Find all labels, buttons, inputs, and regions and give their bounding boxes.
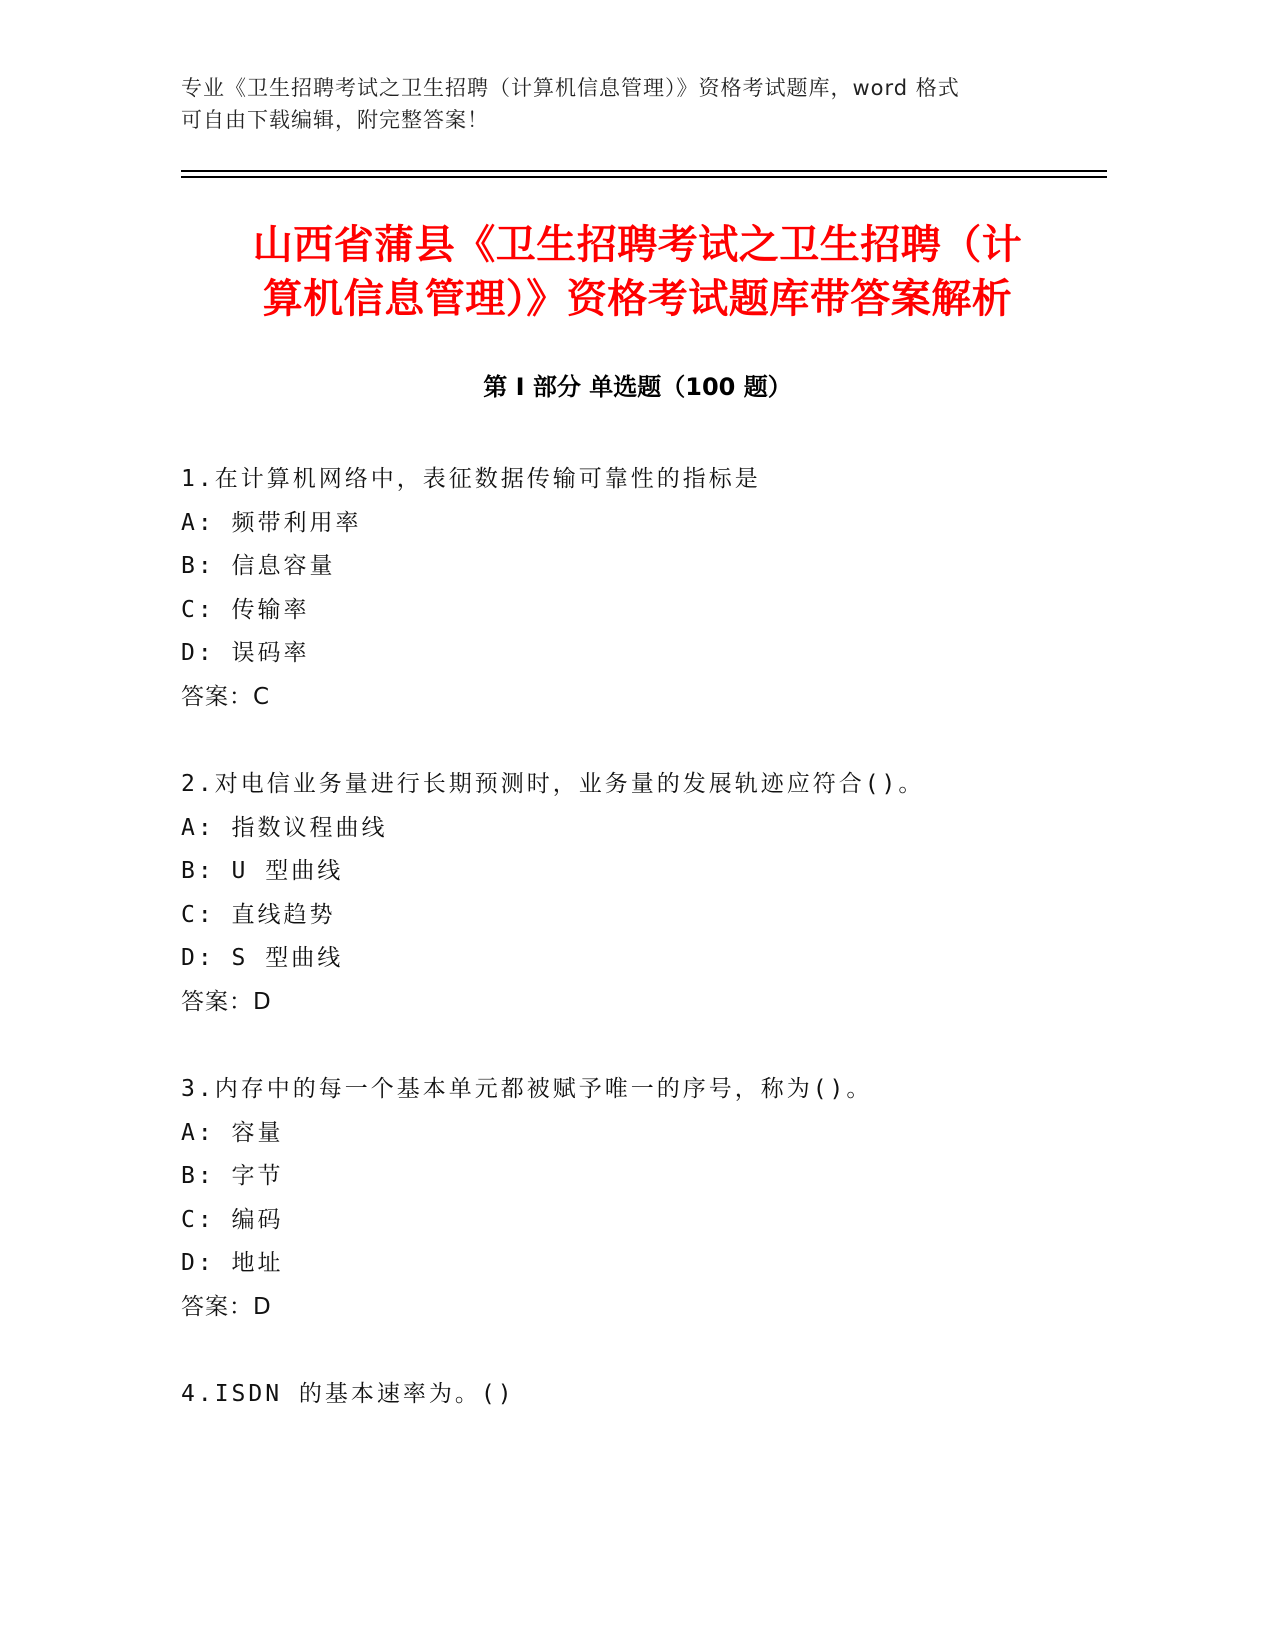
question-stem: 4.ISDN 的基本速率为。()	[181, 1381, 515, 1407]
document-header-note	[181, 72, 1061, 136]
option-a: A: 指数议程曲线	[181, 814, 388, 841]
document-title-line-2: 算机信息管理）》资格考试题库带答案解析	[262, 276, 1013, 322]
option-b: B: 字节	[181, 1163, 284, 1189]
option-d: D: S 型曲线	[181, 945, 344, 971]
document-title	[150, 218, 1125, 326]
question-stem: 3.内存中的每一个基本单元都被赋予唯一的序号，称为()。	[181, 1076, 873, 1102]
answer-text: 答案：D	[181, 988, 272, 1015]
question-item	[181, 458, 1101, 719]
option-c: C: 直线趋势	[181, 901, 336, 928]
option-d: D: 误码率	[181, 640, 310, 666]
answer-text: 答案：D	[181, 1293, 272, 1320]
option-d: D: 地址	[181, 1250, 284, 1276]
answer-text: 答案：C	[181, 683, 271, 710]
question-item	[181, 1373, 1101, 1417]
question-list	[181, 458, 1101, 1461]
question-item	[181, 1068, 1101, 1329]
header-note-line-1: 专业《卫生招聘考试之卫生招聘（计算机信息管理）》资格考试题库，word 格式	[181, 76, 960, 100]
option-c: C: 编码	[181, 1206, 284, 1233]
question-stem: 2.对电信业务量进行长期预测时，业务量的发展轨迹应符合()。	[181, 771, 925, 797]
option-b: B: 信息容量	[181, 553, 336, 579]
document-title-line-1: 山西省蒲县《卫生招聘考试之卫生招聘（计	[252, 222, 1023, 268]
header-rule-bottom	[181, 176, 1107, 178]
header-rule-top	[181, 170, 1107, 172]
option-a: A: 容量	[181, 1119, 284, 1146]
option-a: A: 频带利用率	[181, 509, 362, 536]
option-b: B: U 型曲线	[181, 858, 344, 884]
header-note-line-2: 可自由下载编辑，附完整答案！	[181, 108, 489, 132]
section-heading: 第 I 部分 单选题（100 题）	[483, 373, 792, 401]
option-c: C: 传输率	[181, 596, 310, 623]
question-stem: 1.在计算机网络中，表征数据传输可靠性的指标是	[181, 466, 761, 492]
question-item	[181, 763, 1101, 1024]
